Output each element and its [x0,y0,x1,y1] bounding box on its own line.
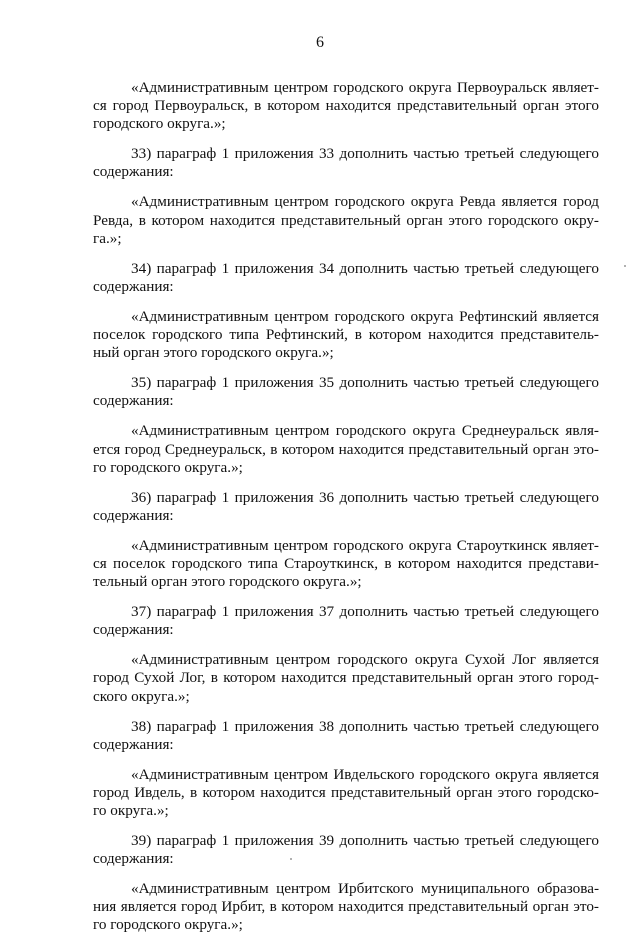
text-line: «Административным центром городского округа Рефтинский является [131,307,599,325]
quoted-provision [93,422,599,476]
text-line: 34) параграф 1 приложения 34 дополнить частью третьей следующего [131,259,599,277]
text-line: 37) параграф 1 приложения 37 дополнить частью третьей следующего [131,603,599,621]
text-line: ся город Первоуральск, в котором находится представительный орган этого [93,97,599,115]
quoted-provision [93,880,599,934]
text-line: га.»; [93,229,122,247]
text-line: «Административным центром городского округа Ревда является город [131,193,599,211]
text-line: «Административным центром городского округа Первоуральск являет- [131,79,599,96]
text-line: содержания: [93,277,174,295]
text-line: ся поселок городского типа Староуткинск, в котором находится представи- [93,554,599,572]
text-line: 36) параграф 1 приложения 36 дополнить частью третьей следующего [131,488,599,506]
quoted-provision [93,79,599,133]
text-line: го городского округа.»; [93,458,243,476]
quoted-provision [93,537,599,591]
amendment-instruction [93,718,599,754]
text-line: город Сухой Лог, в котором находится представительный орган этого город- [93,669,599,687]
text-line: 33) параграф 1 приложения 33 дополнить частью третьей следующего [131,145,599,163]
text-line: ный орган этого городского округа.»; [93,344,334,362]
quoted-provision [93,193,599,247]
text-line: «Административным центром городского округа Среднеуральск явля- [131,422,599,440]
document-body [93,79,599,947]
amendment-instruction [93,832,599,868]
text-line: 38) параграф 1 приложения 38 дополнить частью третьей следующего [131,717,599,735]
text-line: ния является город Ирбит, в котором находится представительный орган это- [93,898,599,916]
scan-speck [624,265,626,267]
text-line: содержания: [93,850,174,868]
quoted-provision [93,308,599,362]
text-line: город Ивдель, в котором находится представительный орган этого городско- [93,783,599,801]
scan-speck [290,858,292,860]
text-line: 35) параграф 1 приложения 35 дополнить частью третьей следующего [131,374,599,392]
text-line: содержания: [93,621,174,639]
amendment-instruction [93,603,599,639]
amendment-instruction [93,260,599,296]
text-line: содержания: [93,735,174,753]
text-line: ского округа.»; [93,687,190,705]
amendment-instruction [93,374,599,410]
text-line: городского округа.»; [93,115,226,133]
text-line: го округа.»; [93,802,169,819]
amendment-instruction [93,145,599,181]
text-line: Ревда, в котором находится представительный орган этого городского окру- [93,211,599,229]
text-line: ется город Среднеуральск, в котором находится представительный орган это- [93,440,599,458]
quoted-provision [93,766,599,820]
text-line: поселок городского типа Рефтинский, в котором находится представитель- [93,326,599,344]
page-number: 6 [316,34,324,51]
text-line: «Административным центром Ирбитского муниципального образова- [131,880,599,898]
text-line: «Административным центром городского округа Сухой Лог является [131,651,599,669]
text-line: тельный орган этого городского округа.»; [93,573,362,591]
quoted-provision [93,651,599,705]
text-line: содержания: [93,506,174,524]
amendment-instruction [93,489,599,525]
text-line: го городского округа.»; [93,916,243,934]
text-line: содержания: [93,392,174,410]
text-line: содержания: [93,163,174,181]
text-line: «Административным центром Ивдельского городского округа является [131,765,599,783]
text-line: «Административным центром городского округа Староуткинск являет- [131,536,599,554]
text-line: 39) параграф 1 приложения 39 дополнить частью третьей следующего [131,832,599,850]
